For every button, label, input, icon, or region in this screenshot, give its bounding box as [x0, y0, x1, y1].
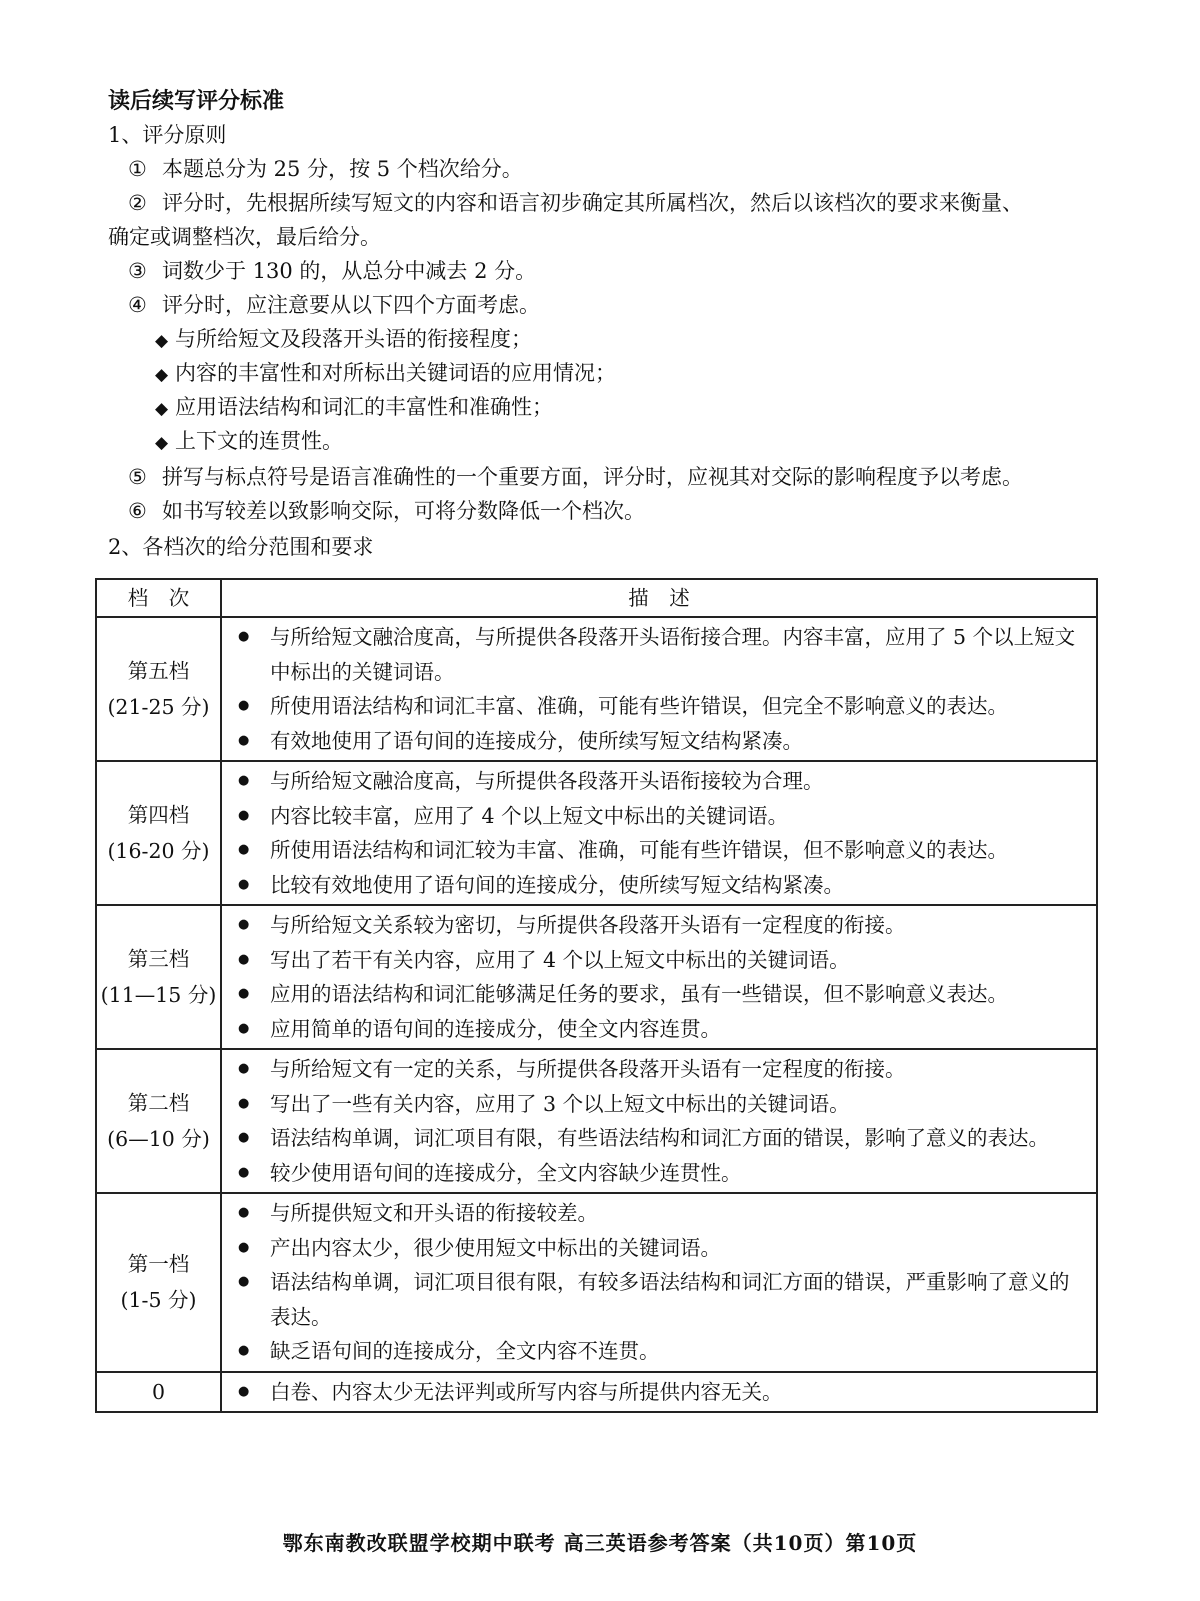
rule-4 [128, 288, 540, 322]
description-text: 较少使用语句间的连接成分，全文内容缺少连贯性。 [270, 1160, 742, 1185]
table-row [96, 1193, 1097, 1372]
rule-5 [128, 460, 1023, 494]
bullet-icon: ● [238, 842, 250, 857]
level-cell [96, 1193, 221, 1372]
description-text: 应用简单的语句间的连接成分，使全文内容连贯。 [270, 1016, 721, 1041]
bullet-icon: ● [238, 1383, 250, 1399]
rule-number: ① [128, 157, 147, 181]
description-cell [221, 905, 1097, 1049]
table-row [96, 905, 1097, 1049]
rule-text: 如书写较差以致影响交际，可将分数降低一个档次。 [162, 499, 645, 523]
description-cell [221, 1049, 1097, 1193]
rule-text: 评分时，先根据所续写短文的内容和语言初步确定其所属档次，然后以该档次的要求来衡量、 [162, 191, 1023, 215]
description-item [234, 908, 1084, 943]
rule-text: 拼写与标点符号是语言准确性的一个重要方面，评分时，应视其对交际的影响程度予以考虑。 [162, 465, 1023, 489]
description-item [234, 943, 1084, 978]
rule-number: ⑤ [128, 465, 147, 489]
description-item [234, 1087, 1084, 1122]
bullet-icon: ● [238, 773, 250, 788]
description-item [234, 1156, 1084, 1191]
table-row [96, 1372, 1097, 1413]
description-item [234, 833, 1084, 868]
rule-3 [128, 254, 536, 288]
consideration-point: ◆ 与所给短文及段落开头语的衔接程度； [155, 322, 532, 358]
level-name: 第二档 [127, 1091, 190, 1115]
diamond-bullet-icon: ◆ [155, 399, 169, 419]
description-item [234, 1196, 1084, 1231]
level-cell [96, 617, 221, 761]
bullet-icon: ● [238, 1164, 250, 1180]
rule-1 [128, 152, 523, 186]
description-item [234, 620, 1084, 689]
scoring-table [95, 578, 1098, 1413]
description-text: 与所提供短文和开头语的衔接较差。 [270, 1201, 598, 1225]
rule-number: ② [128, 191, 147, 215]
bullet-icon: ● [238, 951, 250, 967]
header-description: 描 述 [221, 579, 1097, 617]
description-item [234, 764, 1084, 799]
bullet-icon: ● [238, 1205, 250, 1220]
table-row [96, 1049, 1097, 1193]
level-name: 0 [151, 1379, 166, 1404]
description-text: 语法结构单调，词汇项目有限，有些语法结构和词汇方面的错误，影响了意义的表达。 [270, 1126, 1049, 1150]
description-item [234, 977, 1084, 1012]
description-text: 产出内容太少，很少使用短文中标出的关键词语。 [270, 1235, 721, 1260]
description-text: 所使用语法结构和词汇较为丰富、准确，可能有些许错误，但不影响意义的表达。 [270, 838, 1008, 862]
bullet-icon: ● [238, 1239, 250, 1255]
description-item [234, 1375, 1084, 1410]
level-cell [96, 905, 221, 1049]
description-cell [221, 617, 1097, 761]
level-cell [96, 761, 221, 905]
description-cell [221, 761, 1097, 905]
description-item [234, 1334, 1084, 1369]
bullet-icon: ● [238, 1020, 250, 1036]
bullet-icon: ● [238, 917, 250, 932]
level-score-range: (1-5 分) [120, 1288, 197, 1313]
bullet-icon: ● [238, 698, 250, 713]
diamond-bullet-icon: ◆ [155, 365, 169, 385]
level-score-range: (6—10 分) [107, 1127, 210, 1151]
description-text: 有效地使用了语句间的连接成分，使所续写短文结构紧凑。 [270, 728, 803, 753]
description-item [234, 1265, 1084, 1334]
level-cell [96, 1049, 221, 1193]
level-score-range: (11—15 分) [100, 983, 217, 1007]
description-text: 与所给短文融洽度高，与所提供各段落开头语衔接较为合理。 [270, 769, 824, 793]
description-text: 所使用语法结构和词汇丰富、准确，可能有些许错误，但完全不影响意义的表达。 [270, 694, 1008, 718]
level-name: 第五档 [127, 659, 190, 683]
description-item [234, 1121, 1084, 1156]
level-score-range: (21-25 分) [107, 695, 210, 719]
description-text: 与所给短文关系较为密切，与所提供各段落开头语有一定程度的衔接。 [270, 913, 906, 937]
bullet-icon: ● [238, 1095, 250, 1111]
bullet-icon: ● [238, 1343, 250, 1358]
bullet-icon: ● [238, 1130, 250, 1145]
description-text: 内容比较丰富，应用了 4 个以上短文中标出的关键词语。 [270, 803, 789, 828]
page-footer: 鄂东南教改联盟学校期中联考 高三英语参考答案（共10页）第10页 [282, 1531, 918, 1555]
bullet-icon: ● [238, 807, 250, 823]
level-name: 第三档 [127, 947, 190, 971]
description-item [234, 1052, 1084, 1087]
description-item [234, 1231, 1084, 1266]
description-text: 比较有效地使用了语句间的连接成分，使所续写短文结构紧凑。 [270, 872, 844, 897]
description-text: 应用的语法结构和词汇能够满足任务的要求，虽有一些错误，但不影响意义表达。 [270, 982, 1008, 1006]
description-item [234, 689, 1084, 724]
consideration-point: ◆ 内容的丰富性和对所标出关键词语的应用情况； [155, 356, 616, 392]
description-text: 与所给短文有一定的关系，与所提供各段落开头语有一定程度的衔接。 [270, 1057, 906, 1081]
rule-2 [128, 186, 1023, 220]
bullet-icon: ● [238, 1061, 250, 1076]
description-item [234, 1012, 1084, 1047]
consideration-point: ◆ 上下文的连贯性。 [155, 424, 343, 460]
rule-text: 本题总分为 25 分，按 5 个档次给分。 [162, 157, 523, 181]
bullet-icon: ● [238, 629, 250, 644]
table-row [96, 761, 1097, 905]
rule-text: 词数少于 130 的，从总分中减去 2 分。 [162, 259, 537, 283]
description-text: 写出了一些有关内容，应用了 3 个以上短文中标出的关键词语。 [270, 1091, 850, 1116]
bullet-icon: ● [238, 732, 250, 748]
description-text: 语法结构单调，词汇项目很有限，有较多语法结构和词汇方面的错误，严重影响了意义的表达。 [270, 1270, 1070, 1329]
rule-6 [128, 494, 645, 528]
description-text: 白卷、内容太少无法评判或所写内容与所提供内容无关。 [270, 1379, 783, 1404]
consideration-point: ◆ 应用语法结构和词汇的丰富性和准确性； [155, 390, 553, 426]
description-text: 写出了若干有关内容，应用了 4 个以上短文中标出的关键词语。 [270, 947, 850, 972]
diamond-bullet-icon: ◆ [155, 433, 169, 453]
rule-text: 评分时，应注意要从以下四个方面考虑。 [162, 293, 540, 317]
bullet-icon: ● [238, 876, 250, 892]
description-item [234, 868, 1084, 903]
diamond-bullet-icon: ◆ [155, 331, 169, 351]
rule-2-continuation: 确定或调整档次，最后给分。 [108, 225, 381, 249]
rule-number: ④ [128, 293, 147, 317]
header-level: 档 次 [96, 579, 221, 617]
section-1-title: 1、评分原则 [108, 123, 227, 147]
level-name: 第四档 [127, 803, 190, 827]
level-score-range: (16-20 分) [107, 839, 210, 863]
description-item [234, 724, 1084, 759]
description-cell [221, 1193, 1097, 1372]
bullet-icon: ● [238, 1274, 250, 1289]
rule-number: ③ [128, 259, 147, 283]
table-header-row [96, 579, 1097, 617]
level-cell [96, 1372, 221, 1413]
description-text: 缺乏语句间的连接成分，全文内容不连贯。 [270, 1339, 660, 1363]
table-row [96, 617, 1097, 761]
rule-number: ⑥ [128, 499, 147, 523]
description-item [234, 799, 1084, 834]
description-cell [221, 1372, 1097, 1413]
section-2-title: 2、各档次的给分范围和要求 [108, 535, 374, 559]
bullet-icon: ● [238, 986, 250, 1001]
page-title: 读后续写评分标准 [108, 88, 285, 114]
description-text: 与所给短文融洽度高，与所提供各段落开头语衔接合理。内容丰富，应用了 5 个以上短文中标出的关键词语。 [270, 625, 1076, 684]
level-name: 第一档 [127, 1252, 190, 1277]
